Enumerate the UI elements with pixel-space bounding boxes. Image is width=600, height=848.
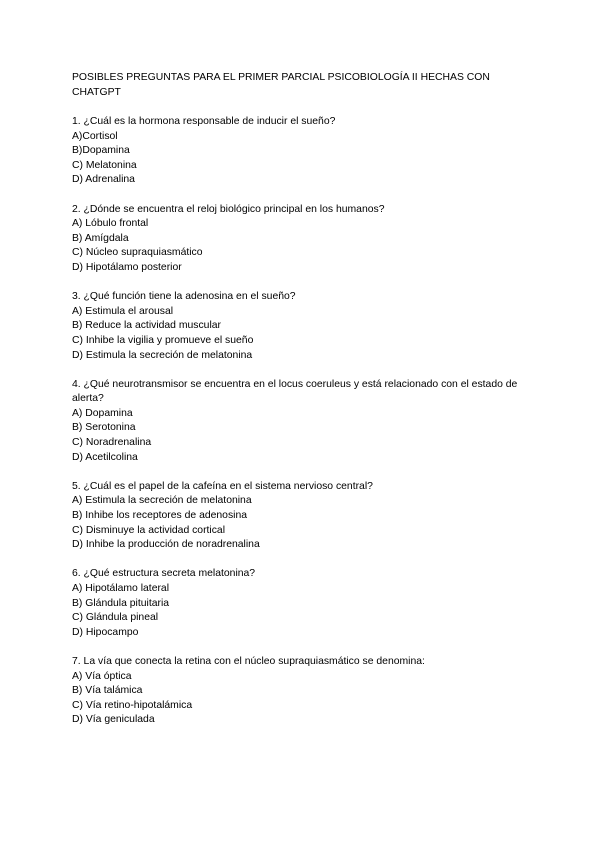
answer-option-c: C) Melatonina [72, 159, 137, 171]
answer-option-b: B) Glándula pituitaria [72, 597, 170, 609]
answer-options [72, 217, 532, 275]
answer-option-b: B) Vía talámica [72, 685, 143, 697]
question-text: 6. ¿Qué estructura secreta melatonina? [72, 568, 256, 580]
answer-option-b: B) Serotonina [72, 422, 136, 434]
answer-options [72, 670, 532, 728]
question-2 [72, 203, 532, 276]
question-4 [72, 378, 532, 466]
question-text: 7. La vía que conecta la retina con el núcleo supraquiasmático se denomina: [72, 655, 425, 667]
answer-options [72, 305, 532, 363]
answer-option-c: C) Glándula pineal [72, 612, 159, 624]
answer-option-c: C) Núcleo supraquiasmático [72, 247, 203, 259]
question-1 [72, 115, 532, 188]
answer-option-b: B) Amígdala [72, 232, 129, 244]
answer-option-c: C) Noradrenalina [72, 437, 152, 449]
answer-option-c: C) Inhibe la vigilia y promueve el sueño [72, 334, 254, 346]
answer-option-b: B)Dopamina [72, 145, 130, 157]
question-text: 3. ¿Qué función tiene la adenosina en el sueño? [72, 291, 296, 303]
answer-option-d: D) Inhibe la producción de noradrenalina [72, 539, 260, 551]
question-text: 2. ¿Dónde se encuentra el reloj biológico principal en los humanos? [72, 203, 385, 215]
answer-options [72, 130, 532, 188]
answer-options [72, 494, 532, 552]
answer-option-a: A) Estimula la secreción de melatonina [72, 495, 252, 507]
answer-option-a: A)Cortisol [72, 130, 118, 142]
answer-option-d: D) Hipotálamo posterior [72, 261, 182, 273]
answer-option-b: B) Reduce la actividad muscular [72, 320, 222, 332]
answer-option-a: A) Vía óptica [72, 670, 132, 682]
document-title: POSIBLES PREGUNTAS PARA EL PRIMER PARCIAL PSICOBIOLOGÍA II HECHAS CON CHATGPT [72, 72, 490, 98]
question-3 [72, 290, 532, 363]
answer-option-c: C) Vía retino-hipotalámica [72, 699, 193, 711]
answer-options [72, 407, 532, 465]
answer-option-a: A) Dopamina [72, 407, 133, 419]
answer-option-d: D) Estimula la secreción de melatonina [72, 349, 253, 361]
question-5 [72, 480, 532, 553]
answer-option-d: D) Acetilcolina [72, 451, 138, 463]
answer-option-a: A) Hipotálamo lateral [72, 583, 170, 594]
question-text: 4. ¿Qué neurotransmisor se encuentra en el locus coeruleus y está relacionado con el estado de alerta? [72, 378, 518, 405]
question-6 [72, 567, 532, 640]
answer-option-b: B) Inhibe los receptores de adenosina [72, 510, 248, 522]
question-text: 1. ¿Cuál es la hormona responsable de inducir el sueño? [72, 116, 336, 127]
answer-option-d: D) Adrenalina [72, 174, 135, 186]
question-7 [72, 655, 532, 728]
document-page [72, 70, 532, 743]
answer-option-d: D) Vía geniculada [72, 714, 155, 726]
answer-option-d: D) Hipocampo [72, 626, 139, 638]
answer-option-a: A) Lóbulo frontal [72, 218, 149, 230]
answer-option-c: C) Disminuye la actividad cortical [72, 524, 226, 536]
answer-options [72, 582, 532, 640]
question-text: 5. ¿Cuál es el papel de la cafeína en el sistema nervioso central? [72, 480, 373, 492]
answer-option-a: A) Estimula el arousal [72, 305, 174, 317]
